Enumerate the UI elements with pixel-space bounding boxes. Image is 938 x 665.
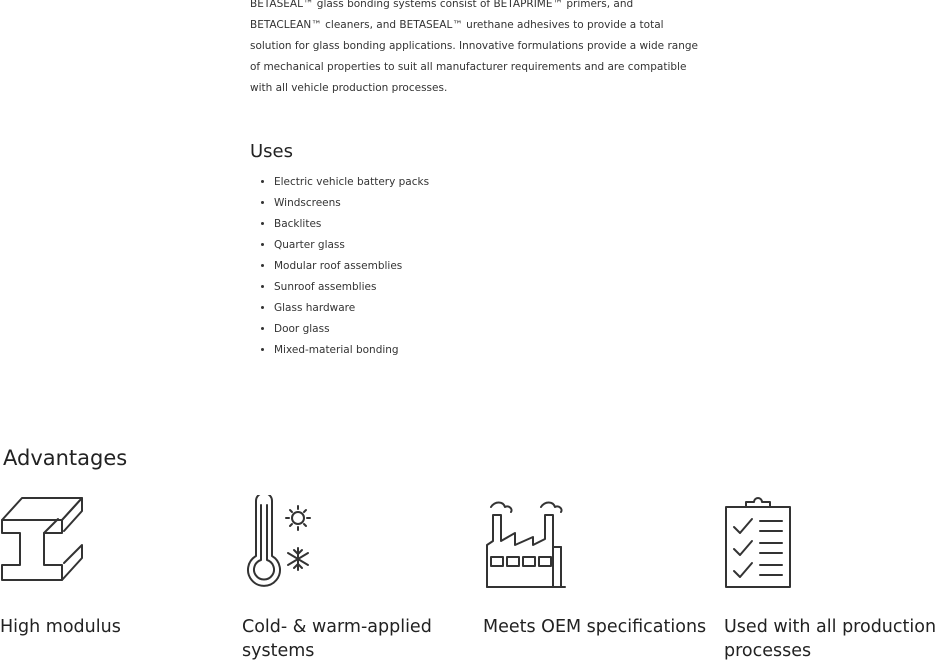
intro-paragraph: BETASEAL™ glass bonding systems consist of BETAPRIME™ primers, and BETACLEAN™ cleaners, and BETASEAL™ urethane adhesives to provide a total solution for glass bonding applications. Innovative formulations provide a wide range of mechanical properties to suit all manufacturer requirements and are compatible with all vehicle production processes.: [250, 0, 699, 94]
advantages-heading: Advantages: [3, 446, 128, 470]
list-item: • Quarter glass: [274, 235, 429, 256]
factory-icon: [483, 495, 583, 590]
thermometer-sun-snow-icon: [242, 495, 342, 590]
list-item: • Glass hardware: [274, 298, 429, 319]
advantage-cold-warm: [242, 495, 472, 661]
list-item: • Backlites: [274, 214, 429, 235]
list-item: • Door glass: [274, 319, 429, 340]
advantage-high-modulus: [0, 495, 230, 637]
uses-heading: Uses: [250, 141, 294, 162]
list-item: • Mixed-material bonding: [274, 340, 429, 361]
advantage-label: Used with all production processes: [724, 617, 937, 661]
list-item: • Sunroof assemblies: [274, 277, 429, 298]
advantage-oem: [483, 495, 713, 637]
advantage-label: Meets OEM specifications: [483, 617, 707, 637]
advantage-production: [724, 495, 938, 661]
steel-beam-icon: [0, 495, 100, 590]
list-item: • Modular roof assemblies: [274, 256, 429, 277]
uses-list: [250, 172, 429, 361]
list-item: • Windscreens: [274, 193, 429, 214]
list-item: • Electric vehicle battery packs: [274, 172, 429, 193]
advantage-label: Cold- & warm-applied systems: [242, 617, 432, 661]
advantage-label: High modulus: [0, 617, 121, 637]
checklist-clipboard-icon: [724, 495, 824, 590]
